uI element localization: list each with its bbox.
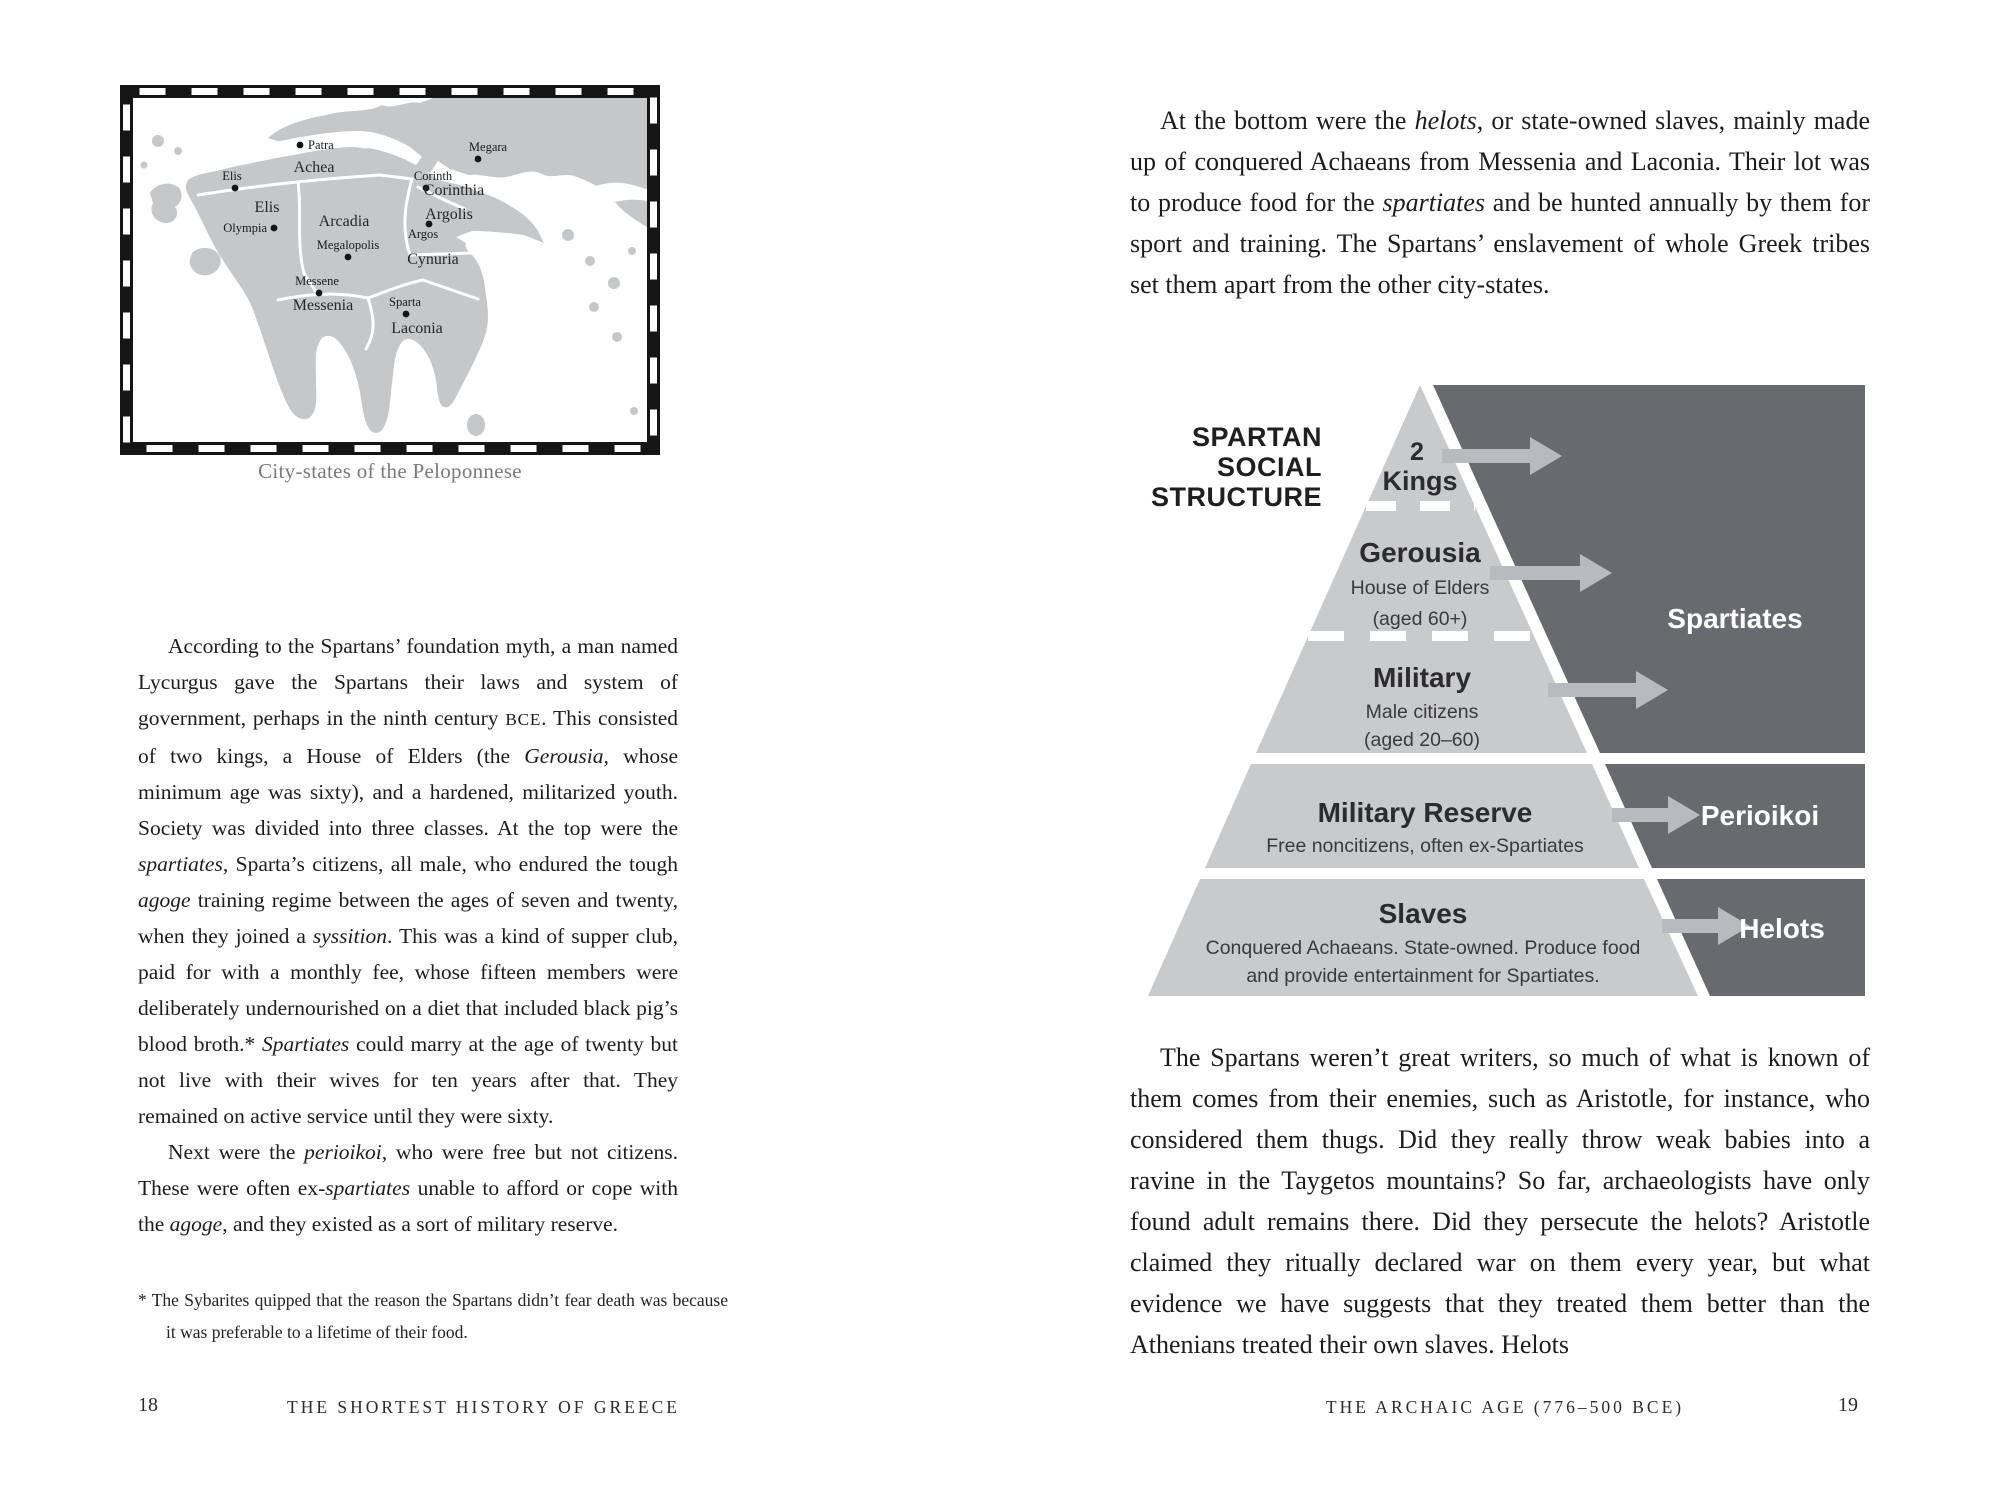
dot-messene — [316, 290, 323, 297]
kings-number: 2 — [1410, 438, 1424, 466]
label-messenia: Messenia — [292, 297, 354, 314]
map-island-kythira — [467, 414, 485, 436]
label-megalopolis: Megalopolis — [316, 238, 380, 252]
footnote: * The Sybarites quipped that the reason the Spartans didn’t fear death was because it was preferable to a lifetime of their food. — [138, 1290, 728, 1342]
label-cynuria: Cynuria — [407, 251, 459, 268]
slaves-sub1: Conquered Achaeans. State-owned. Produce food — [1205, 937, 1641, 959]
map-islet-2 — [174, 147, 182, 155]
dot-elis — [232, 185, 239, 192]
gerousia-sub1: House of Elders — [1350, 577, 1490, 599]
map-islet-6 — [608, 277, 620, 289]
map-islet-9 — [612, 332, 622, 342]
slaves-title: Slaves — [1378, 898, 1468, 929]
left-paragraph-2: Next were the perioikoi, who were free but not citizens. These were often ex-spartiates unable to afford or cope with the agoge, and they existed as a sort of military reserve. — [138, 1140, 678, 1236]
map-islet-10 — [630, 407, 638, 415]
label-elis: Elis — [254, 199, 280, 216]
group-helots: Helots — [1739, 913, 1825, 944]
right-page-text-top — [1130, 100, 1870, 305]
dot-patra — [297, 142, 304, 149]
dot-megara — [475, 156, 482, 163]
label-laconia: Laconia — [391, 320, 443, 337]
left-page-number: 18 — [138, 1394, 158, 1416]
spartan-social-structure-diagram — [1100, 378, 1900, 1018]
reserve-title: Military Reserve — [1317, 797, 1533, 828]
label-achea: Achea — [293, 159, 335, 176]
slaves-sub2: and provide entertainment for Spartiates. — [1246, 965, 1600, 987]
map-islet-5 — [585, 256, 595, 266]
group-spartiates: Spartiates — [1667, 603, 1803, 634]
map-islet-4 — [562, 229, 574, 241]
map-islet-8 — [589, 302, 599, 312]
diagram-heading — [1151, 422, 1322, 512]
gerousia-sub2: (aged 60+) — [1372, 608, 1468, 630]
label-sparta: Sparta — [389, 295, 421, 309]
group-perioikoi: Perioikoi — [1700, 800, 1820, 831]
map-caption: City-states of the Peloponnese — [258, 459, 522, 483]
map-islet-1 — [152, 135, 164, 147]
label-argolis: Argolis — [425, 206, 473, 223]
pyramid-diagram — [1100, 378, 1900, 1018]
map-figure — [120, 85, 660, 455]
label-arcadia: Arcadia — [318, 213, 370, 230]
right-paragraph-1: At the bottom were the helots, or state-owned slaves, mainly made up of conquered Achaeans from Messenia and Laconia. Their lot was to produce food for the spartiates and be hunted annually by them for sport and training. The Spartans’ enslavement of whole Greek tribes set them apart from the other city-states. — [1130, 106, 1870, 299]
right-page-text-bottom — [1130, 1037, 1870, 1365]
map-islet-3 — [141, 162, 148, 169]
label-elis-city: Elis — [222, 169, 242, 183]
dot-olympia — [271, 225, 278, 232]
left-paragraph-1: According to the Spartans’ foundation myth, a man named Lycurgus gave the Spartans their laws and system of government, perhaps in the ninth century BCE. This consisted of two kings, a House of Elders (the Gerousia, whose minimum age was sixty), and a hardened, militarized youth. Society was divided into three classes. At the top were the spartiates, Sparta’s citizens, all male, who endured the tough agoge training regime between the ages of seven and twenty, when they joined a syssition. This was a kind of supper club, paid for with a monthly fee, whose fifteen members were deliberately undernourished on a diet that included black pig’s blood broth.* Spartiates could marry at the age of twenty but not live with their wives for ten years after that. They remained on active service until they were sixty. — [138, 634, 679, 1128]
left-running-head: THE SHORTEST HISTORY OF GREECE — [287, 1397, 680, 1417]
kings-title: Kings — [1382, 466, 1458, 496]
label-patra: Patra — [308, 138, 334, 152]
map-islet-7 — [628, 247, 636, 255]
label-megara: Megara — [468, 140, 508, 154]
label-olympia: Olympia — [223, 221, 267, 235]
right-page-number: 19 — [1838, 1394, 1858, 1416]
gerousia-title: Gerousia — [1359, 537, 1481, 568]
dot-megalopolis — [345, 254, 352, 261]
military-sub2: (aged 20–60) — [1363, 729, 1481, 751]
reserve-sub1: Free noncitizens, often ex-Spartiates — [1266, 835, 1584, 857]
military-title: Military — [1372, 662, 1472, 693]
diagram-heading-line1: SPARTAN — [1192, 422, 1322, 452]
peloponnese-map — [120, 85, 660, 455]
label-messene: Messene — [295, 274, 339, 288]
label-argos: Argos — [407, 227, 439, 241]
right-paragraph-2: The Spartans weren’t great writers, so much of what is known of them comes from their enemies, such as Aristotle, for instance, who considered them thugs. Did they really throw weak babies into a ravine in the Taygetos mountains? So far, archaeologists have only found adult remains there. Did they persecute the helots? Aristotle claimed they ritually declared war on them every year, but what evidence we have suggests that they treated them better than the Athenians treated their own slaves. Helots — [1130, 1043, 1870, 1359]
military-sub1: Male citizens — [1365, 701, 1479, 723]
layer-military-text — [1364, 662, 1480, 751]
diagram-heading-line3: STRUCTURE — [1151, 482, 1322, 512]
label-corinth: Corinth — [413, 169, 453, 183]
left-page-text — [138, 628, 678, 1242]
dot-sparta — [403, 311, 410, 318]
right-running-head: THE ARCHAIC AGE (776–500 BCE) — [1325, 1397, 1685, 1417]
label-corinthia: Corinthia — [423, 182, 485, 199]
diagram-heading-line2: SOCIAL — [1216, 452, 1322, 482]
